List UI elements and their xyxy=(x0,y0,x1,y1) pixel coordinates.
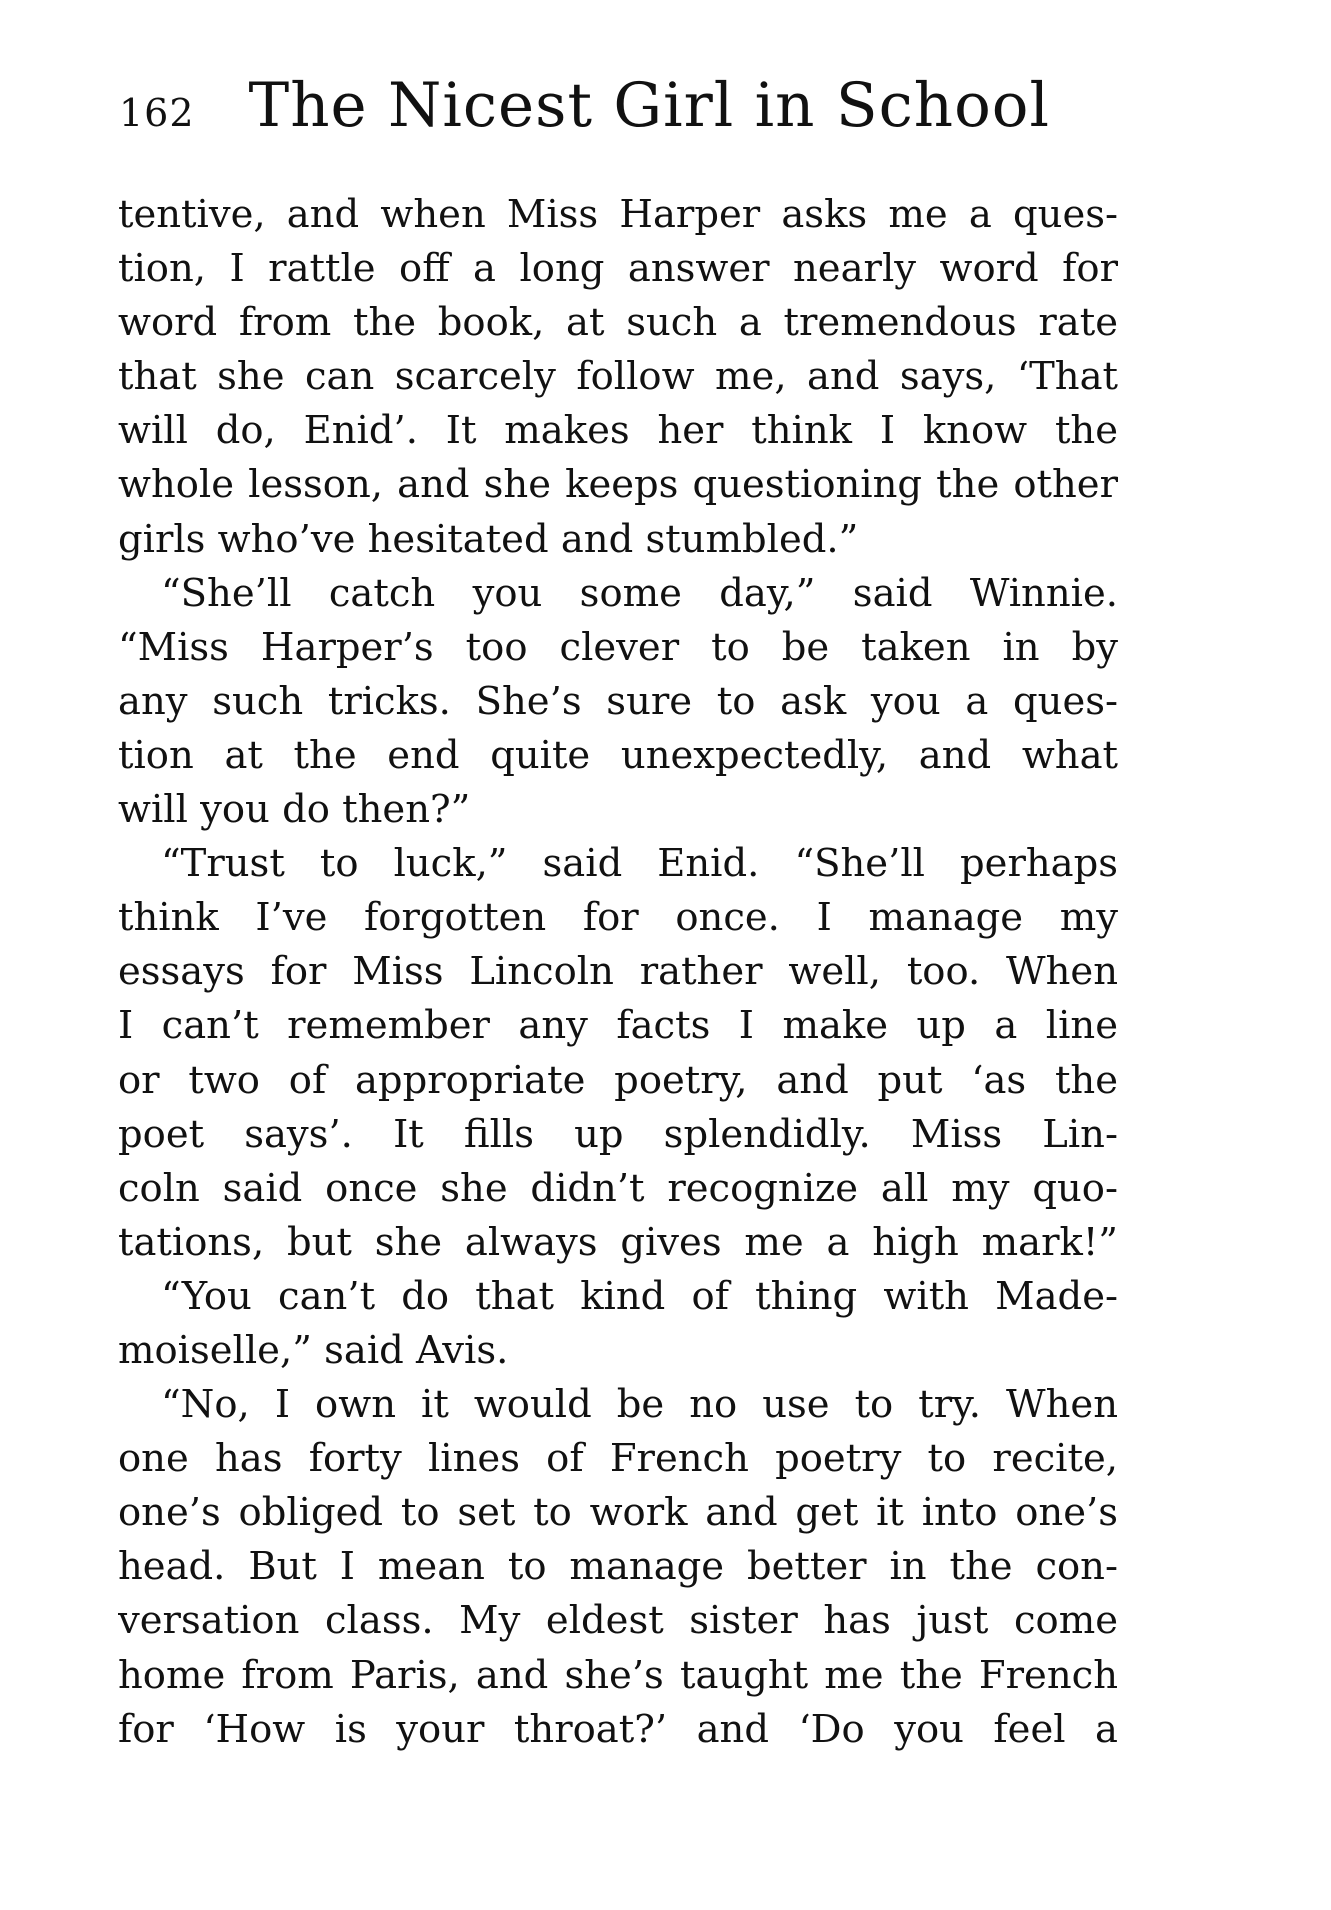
running-title: The Nicest Girl in School xyxy=(248,70,1051,141)
text-line: will you do then?” xyxy=(118,787,471,833)
text-line: word from the book, at such a tremendous rate xyxy=(118,300,1118,346)
text-line: one has forty lines of French poetry to recite, xyxy=(118,1436,1118,1482)
text-line: for ‘How is your throat?’ and ‘Do you feel a xyxy=(118,1706,1118,1752)
text-line: head. But I mean to manage better in the con- xyxy=(118,1544,1118,1590)
text-line: poet says’. It fills up splendidly. Miss Lin- xyxy=(118,1111,1118,1157)
text-line: I can’t remember any facts I make up a line xyxy=(118,1003,1118,1049)
text-line: think I’ve forgotten for once. I manage my xyxy=(118,895,1118,941)
text-line: “No, I own it would be no use to try. When xyxy=(161,1382,1118,1428)
text-line: tentive, and when Miss Harper asks me a ques- xyxy=(118,192,1118,237)
page-header xyxy=(119,70,1119,160)
text-line: tations, but she always gives me a high mark!” xyxy=(118,1219,1118,1265)
text-line: tion at the end quite unexpectedly, and what xyxy=(118,732,1118,778)
text-line: any such tricks. She’s sure to ask you a ques- xyxy=(118,678,1118,724)
text-line: one’s obliged to set to work and get it into one’s xyxy=(118,1490,1118,1536)
text-line: essays for Miss Lincoln rather well, too. When xyxy=(118,949,1118,995)
text-line: whole lesson, and she keeps questioning the other xyxy=(118,462,1118,508)
text-line: “She’ll catch you some day,” said Winnie. xyxy=(161,570,1118,616)
text-line: home from Paris, and she’s taught me the French xyxy=(118,1652,1118,1698)
body-text xyxy=(118,188,1118,1757)
text-line: “Miss Harper’s too clever to be taken in by xyxy=(118,624,1118,670)
text-line: or two of appropriate poetry, and put ‘as the xyxy=(118,1057,1118,1103)
text-line: moiselle,” said Avis. xyxy=(118,1327,509,1373)
text-line: tion, I rattle off a long answer nearly word for xyxy=(118,246,1118,292)
text-line: will do, Enid’. It makes her think I know the xyxy=(118,408,1118,454)
text-line: coln said once she didn’t recognize all my quo- xyxy=(118,1165,1118,1211)
text-line: girls who’ve hesitated and stumbled.” xyxy=(118,516,859,562)
text-line: versation class. My eldest sister has just come xyxy=(118,1598,1118,1644)
page-number: 162 xyxy=(119,91,195,135)
text-line: that she can scarcely follow me, and says, ‘That xyxy=(118,354,1118,400)
text-line: “Trust to luck,” said Enid. “She’ll perhaps xyxy=(161,841,1118,887)
text-line: “You can’t do that kind of thing with Made- xyxy=(161,1273,1118,1319)
